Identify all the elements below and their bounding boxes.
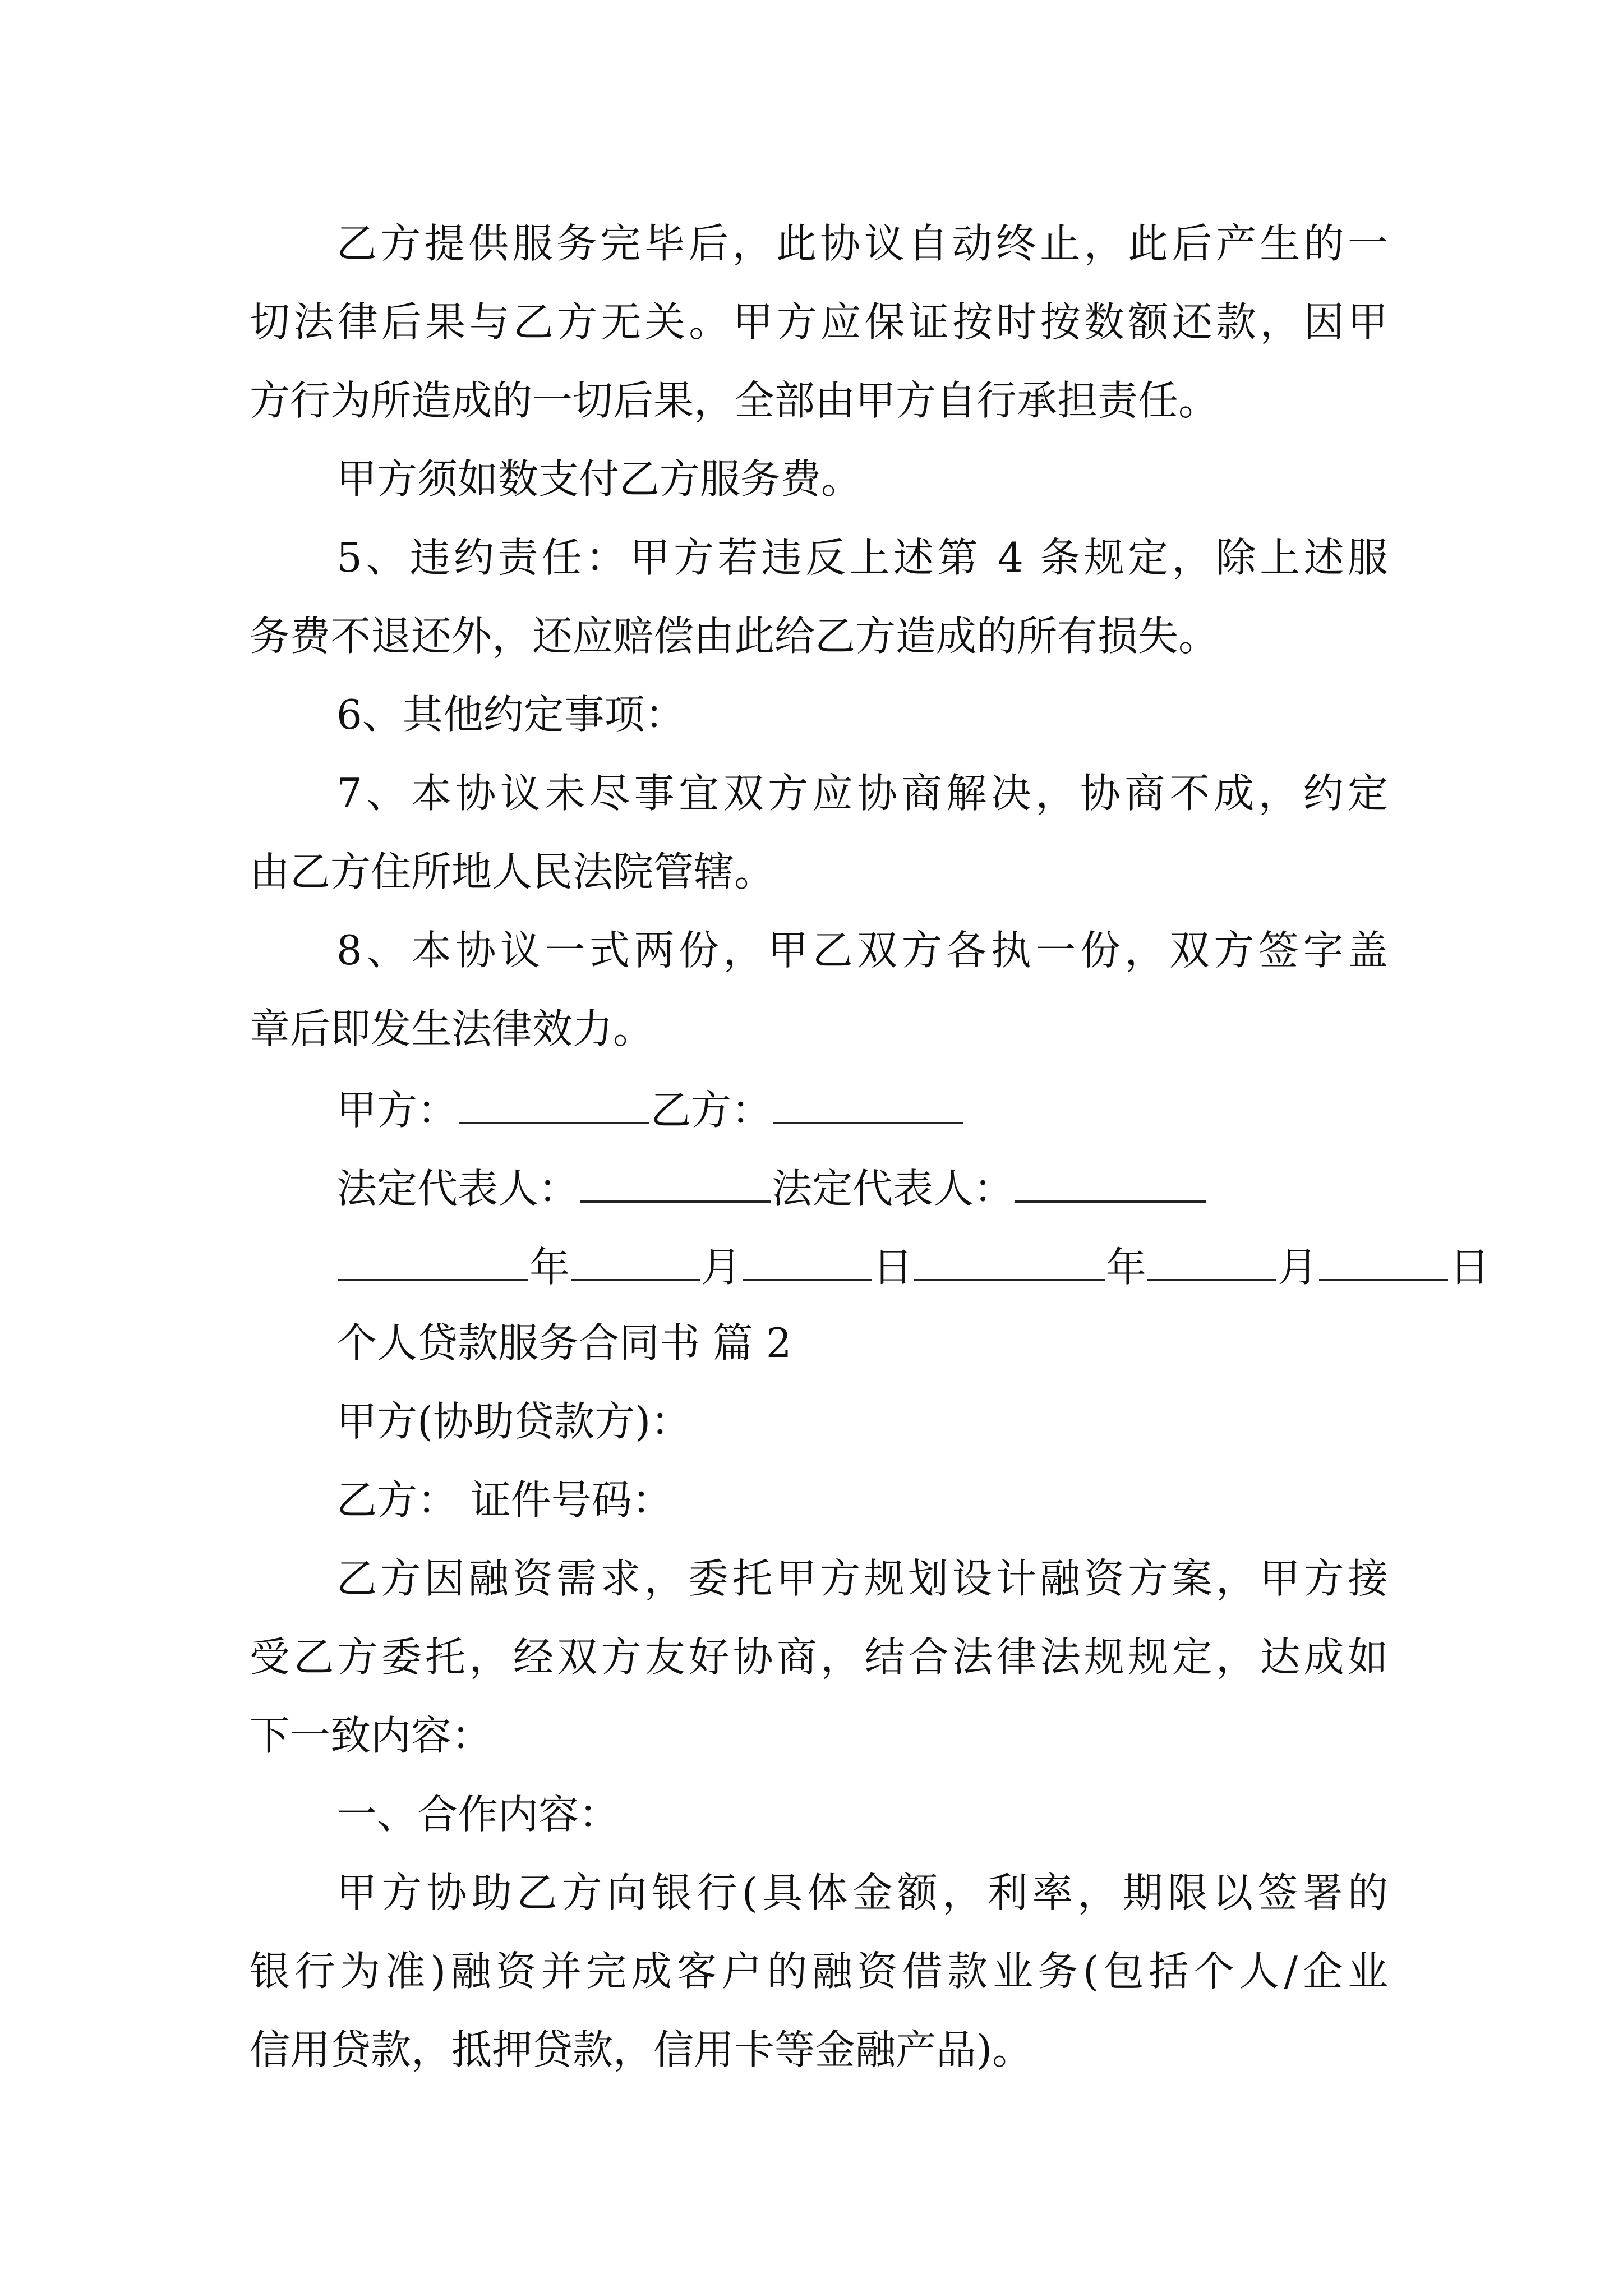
- signature-rep-line: [336, 1165, 1475, 1212]
- rep-b-blank[interactable]: [1015, 1166, 1206, 1203]
- party-a-blank[interactable]: [459, 1087, 649, 1124]
- paragraph-line: 由乙方住所地人民法院管辖。: [250, 848, 775, 895]
- paragraph-line: 7、本协议未尽事宜双方应协商解决，协商不成，约定: [336, 770, 1388, 817]
- paragraph-line: 6、其他约定事项：: [336, 691, 685, 738]
- paragraph-line: 切法律后果与乙方无关。甲方应保证按时按数额还款，因甲: [250, 298, 1388, 346]
- party-a-label: 甲方：: [336, 1087, 458, 1134]
- paragraph-line: 甲方协助乙方向银行(具体金额，利率，期限以签署的: [336, 1869, 1388, 1916]
- paragraph-line: 受乙方委托，经双方友好协商，结合法律法规规定，达成如: [250, 1634, 1388, 1681]
- paragraph-line: 下一致内容：: [250, 1712, 492, 1759]
- month-a-blank[interactable]: [571, 1244, 700, 1281]
- rep-a-label: 法定代表人：: [336, 1165, 579, 1212]
- year-a-blank[interactable]: [338, 1244, 528, 1281]
- section-heading: 一、合作内容：: [336, 1791, 620, 1838]
- year-a-label: 年: [529, 1244, 570, 1291]
- rep-a-blank[interactable]: [580, 1166, 771, 1203]
- signature-party-line: [336, 1087, 1475, 1134]
- party-b-blank[interactable]: [773, 1087, 963, 1124]
- paragraph-line: 甲方须如数支付乙方服务费。: [336, 455, 862, 503]
- year-b-blank[interactable]: [914, 1244, 1105, 1281]
- paragraph-line: 乙方提供服务完毕后，此协议自动终止，此后产生的一: [336, 220, 1388, 267]
- rep-b-label: 法定代表人：: [772, 1165, 1015, 1212]
- day-b-blank[interactable]: [1319, 1244, 1448, 1281]
- month-b-label: 月: [1278, 1244, 1318, 1291]
- section-title: 个人贷款服务合同书 篇 2: [336, 1319, 792, 1366]
- paragraph-line: 8、本协议一式两份，甲乙双方各执一份，双方签字盖: [336, 927, 1388, 974]
- month-b-blank[interactable]: [1147, 1244, 1276, 1281]
- party-a-line: 甲方(协助贷款方)：: [336, 1398, 691, 1445]
- paragraph-line: 银行为准)融资并完成客户的融资借款业务(包括个人/企业: [250, 1948, 1388, 1995]
- party-b-line: 乙方： 证件号码：: [336, 1476, 672, 1524]
- party-b-label: 乙方：: [651, 1087, 772, 1134]
- paragraph-line: 章后即发生法律效力。: [250, 1005, 654, 1052]
- signature-date-line: [336, 1244, 1490, 1291]
- day-b-label: 日: [1449, 1244, 1490, 1291]
- day-a-label: 日: [873, 1244, 914, 1291]
- paragraph-line: 5、违约责任：甲方若违反上述第 4 条规定，除上述服: [336, 534, 1388, 581]
- paragraph-line: 务费不退还外，还应赔偿由此给乙方造成的所有损失。: [250, 613, 1219, 660]
- paragraph-line: 方行为所造成的一切后果，全部由甲方自行承担责任。: [250, 377, 1219, 424]
- paragraph-line: 乙方因融资需求，委托甲方规划设计融资方案，甲方接: [336, 1555, 1388, 1602]
- year-b-label: 年: [1106, 1244, 1147, 1291]
- month-a-label: 月: [701, 1244, 742, 1291]
- paragraph-line: 信用贷款，抵押贷款，信用卡等金融产品)。: [250, 2026, 1033, 2073]
- day-a-blank[interactable]: [743, 1244, 872, 1281]
